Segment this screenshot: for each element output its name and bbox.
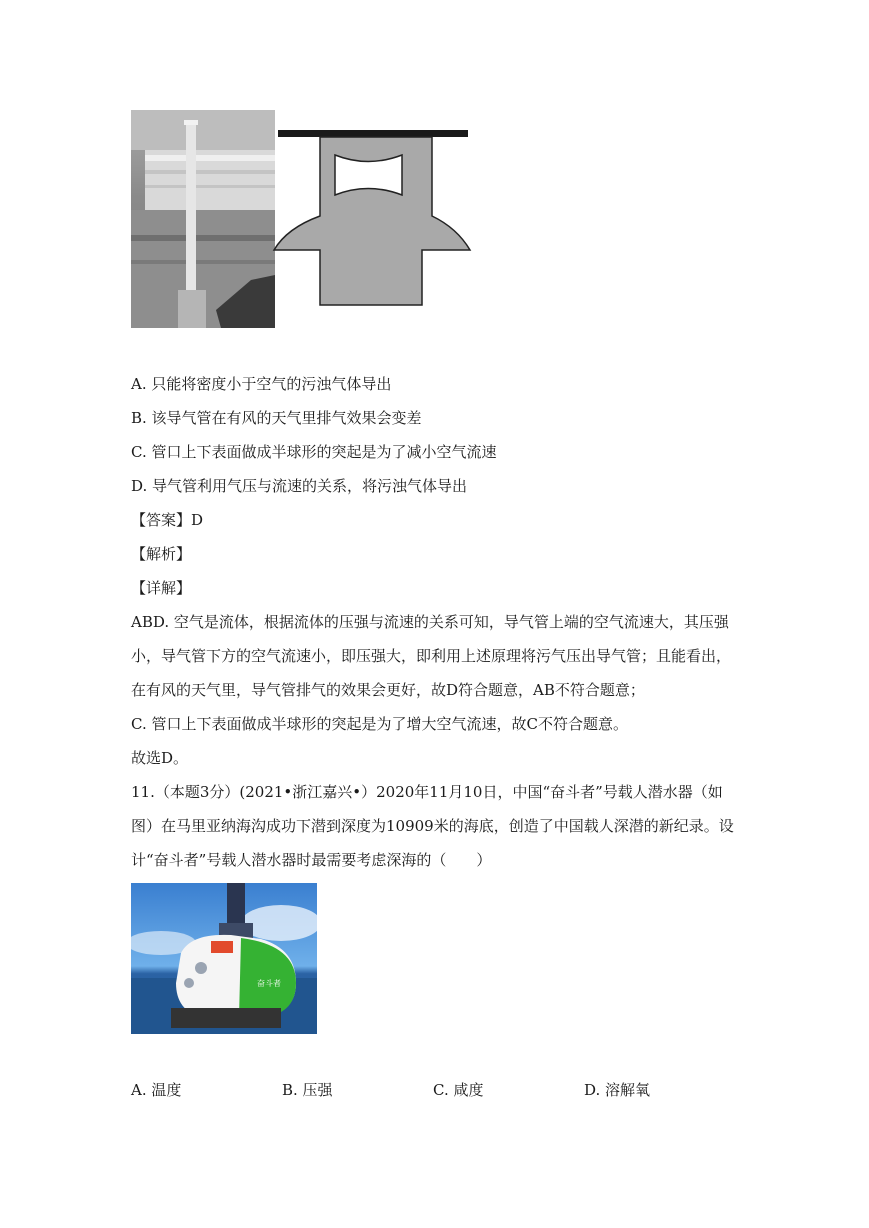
explanation-line: 在有风的天气里，导气管排气的效果会更好，故D符合题意，AB不符合题意；: [131, 681, 645, 699]
analysis-label: 【解析】: [131, 545, 192, 563]
exhaust-pipe-photo: [131, 110, 275, 328]
option-b-q11: B. 压强: [282, 1081, 333, 1099]
explanation-line: ABD. 空气是流体，根据流体的压强与流速的关系可知，导气管上端的空气流速大，其压强: [131, 613, 729, 631]
option-c-q10: C. 管口上下表面做成半球形的突起是为了减小空气流速: [131, 443, 497, 461]
question-11-line: 计“奋斗者”号载人潜水器时最需要考虑深海的（ ）: [131, 851, 492, 869]
answer-label: 【答案】D: [131, 511, 204, 529]
option-a-q10: A. 只能将密度小于空气的污浊气体导出: [131, 375, 392, 393]
option-d-q11: D. 溶解氧: [584, 1081, 651, 1099]
question-11-line: 11.（本题3分）(2021•浙江嘉兴•）2020年11月10日，中国“奋斗者”号载人潜水器（如: [131, 783, 723, 801]
submersible-photo: [131, 883, 317, 1034]
detail-label: 【详解】: [131, 579, 192, 597]
explanation-line: C. 管口上下表面做成半球形的突起是为了增大空气流速，故C不符合题意。: [131, 715, 628, 733]
option-b-q10: B. 该导气管在有风的天气里排气效果会变差: [131, 409, 422, 427]
explanation-line: 故选D。: [131, 749, 189, 767]
question-11-line: 图）在马里亚纳海沟成功下潜到深度为10909米的海底，创造了中国载人深潜的新纪录。设: [131, 817, 734, 835]
submersible-label: 奋斗者: [257, 979, 281, 988]
pipe-cross-section-diagram: [272, 128, 472, 308]
explanation-line: 小，导气管下方的空气流速小，即压强大，即利用上述原理将污气压出导气管；且能看出，: [131, 647, 732, 665]
option-d-q10: D. 导气管利用气压与流速的关系，将污浊气体导出: [131, 477, 468, 495]
option-c-q11: C. 咸度: [433, 1081, 484, 1099]
option-a-q11: A. 温度: [131, 1081, 182, 1099]
